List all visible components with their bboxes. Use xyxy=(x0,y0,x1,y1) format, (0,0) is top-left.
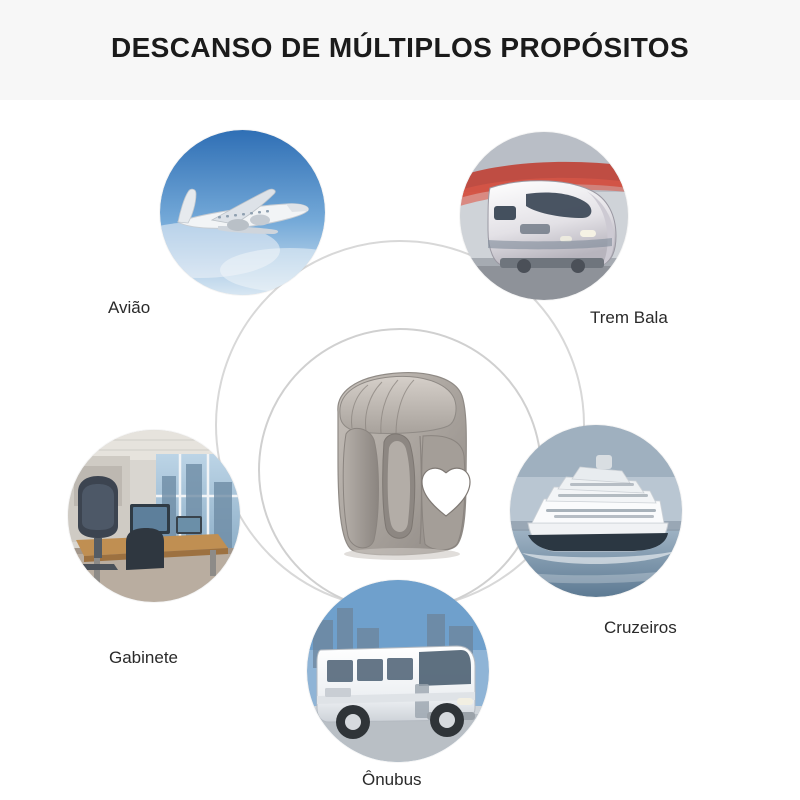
page-title: DESCANSO DE MÚLTIPLOS PROPÓSITOS xyxy=(110,32,690,63)
scenario-label-cruise: Cruzeiros xyxy=(604,618,677,637)
bus-photo-icon xyxy=(307,580,489,762)
office-desk-photo-icon xyxy=(68,430,240,602)
scenario-node-bus[interactable] xyxy=(307,580,489,762)
bullet-train-photo-icon xyxy=(460,132,628,300)
scenario-node-office[interactable] xyxy=(68,430,240,602)
scenario-node-cruise[interactable] xyxy=(510,425,682,597)
scenario-label-office: Gabinete xyxy=(109,648,178,667)
airplane-photo-icon xyxy=(160,130,325,295)
cruise-ship-photo-icon xyxy=(510,425,682,597)
scenario-label-train: Trem Bala xyxy=(590,308,668,327)
center-product-circle xyxy=(258,328,542,612)
scenario-node-train[interactable] xyxy=(460,132,628,300)
inflatable-pillow-illustration xyxy=(260,330,542,612)
usage-scenarios-diagram xyxy=(0,100,800,800)
scenario-node-airplane[interactable] xyxy=(160,130,325,295)
scenario-label-airplane: Avião xyxy=(108,298,151,317)
scenario-label-bus: Ônubus xyxy=(362,770,422,789)
